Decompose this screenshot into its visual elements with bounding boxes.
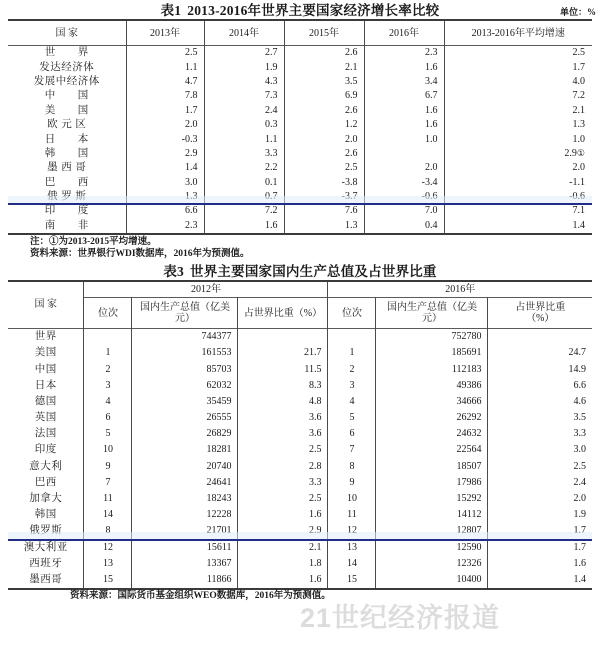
table1-cell-country: 中 国 xyxy=(8,89,126,103)
table3-col-gdp-2016-line1: 国内生产总值（亿美 xyxy=(386,302,477,314)
table1-cell-2015: 1.2 xyxy=(284,118,364,132)
table3-cell-gdp-2012: 161553 xyxy=(132,345,238,361)
table1-cell-country: 发达经济体 xyxy=(8,60,126,74)
table1-cell-2014: 7.2 xyxy=(204,204,284,218)
table1-cell-2015: 2.6 xyxy=(284,147,364,161)
table1-cell-avg: 1.3 xyxy=(444,118,592,132)
table3-cell-rank-2012: 14 xyxy=(84,507,132,523)
table3-cell-gdp-2016: 24632 xyxy=(376,426,488,442)
table1-cell-2014: 4.3 xyxy=(204,75,284,89)
table3-cell-country: 西班牙 xyxy=(8,556,84,572)
table3-cell-share-2012: 3.6 xyxy=(238,410,328,426)
table1-row[interactable] xyxy=(8,204,592,218)
table1-cell-2013: 2.9 xyxy=(126,147,204,161)
table1-cell-2016: 7.0 xyxy=(364,204,444,218)
table3-row[interactable] xyxy=(8,410,592,426)
table3-cell-rank-2012: 12 xyxy=(84,540,132,556)
table1-cell-country: 墨 西 哥 xyxy=(8,161,126,175)
table3-cell-gdp-2016: 10400 xyxy=(376,572,488,589)
table1-cell-2016: 3.4 xyxy=(364,75,444,89)
table3-cell-share-2012: 2.5 xyxy=(238,491,328,507)
table3-number: 表3 xyxy=(163,264,185,280)
table3-cell-share-2012: 2.8 xyxy=(238,459,328,475)
table1-cell-avg: 2.1 xyxy=(444,104,592,118)
table1-cell-avg: 2.5 xyxy=(444,46,592,61)
table1-cell-2013: 4.7 xyxy=(126,75,204,89)
table1-cell-2015: 2.6 xyxy=(284,104,364,118)
table3-cell-share-2016: 4.6 xyxy=(488,394,592,410)
table3-row[interactable] xyxy=(8,556,592,572)
table3-col-gdp-2012-line2: 元） xyxy=(174,313,195,325)
table1-cell-2013: 2.3 xyxy=(126,219,204,234)
table3-col-share-2016 xyxy=(488,298,592,329)
table3-cell-share-2012: 21.7 xyxy=(238,345,328,361)
table1-row[interactable] xyxy=(8,89,592,103)
table1-cell-2013: 1.4 xyxy=(126,161,204,175)
table1-cell-2016: 2.0 xyxy=(364,161,444,175)
table3-cell-gdp-2012: 744377 xyxy=(132,329,238,346)
table1-row[interactable] xyxy=(8,161,592,175)
table1-cell-country: 欧 元 区 xyxy=(8,118,126,132)
table3-cell-gdp-2016: 12590 xyxy=(376,540,488,556)
table3-cell-rank-2012: 9 xyxy=(84,459,132,475)
table3-row[interactable] xyxy=(8,378,592,394)
table3-row[interactable] xyxy=(8,459,592,475)
table3-cell-country: 澳大利亚 xyxy=(8,540,84,556)
table1-row[interactable] xyxy=(8,60,592,74)
table3-cell-country: 德国 xyxy=(8,394,84,410)
table3-row[interactable] xyxy=(8,394,592,410)
table3-col-gdp-2012-line1: 国内生产总值（亿美 xyxy=(139,302,230,314)
table1-cell-2014: 0.3 xyxy=(204,118,284,132)
table3-cell-share-2016: 3.3 xyxy=(488,426,592,442)
table3-cell-rank-2016: 1 xyxy=(328,345,376,361)
table3-cell-rank-2012: 7 xyxy=(84,475,132,491)
table3-cell-gdp-2012: 35459 xyxy=(132,394,238,410)
table3-cell-rank-2016: 7 xyxy=(328,442,376,458)
table3-row[interactable] xyxy=(8,329,592,346)
table1-col-2013: 2013年 xyxy=(126,20,204,46)
table3-cell-country: 法国 xyxy=(8,426,84,442)
table1-cell-2015: 7.6 xyxy=(284,204,364,218)
table1-cell-country: 美 国 xyxy=(8,104,126,118)
table3-cell-rank-2012: 11 xyxy=(84,491,132,507)
table3-cell-share-2016 xyxy=(488,329,592,346)
table1-cell-2013: 6.6 xyxy=(126,204,204,218)
table1-cell-country: 世 界 xyxy=(8,46,126,61)
table3-sub-header-row xyxy=(8,298,592,329)
table1-title xyxy=(161,3,440,19)
table1-cell-avg: 1.0 xyxy=(444,132,592,146)
table1-row[interactable] xyxy=(8,132,592,146)
table3-cell-rank-2012: 1 xyxy=(84,345,132,361)
table3-group-header-row xyxy=(8,281,592,298)
table1-row[interactable] xyxy=(8,219,592,234)
table3-cell-share-2016: 24.7 xyxy=(488,345,592,361)
table3-cell-share-2016: 3.0 xyxy=(488,442,592,458)
watermark: 21世纪经济报道 xyxy=(300,603,501,633)
table1-body xyxy=(8,46,592,235)
table3 xyxy=(8,280,592,590)
table3-col-share-2016-line2: （%） xyxy=(526,313,555,325)
table1-col-2015: 2015年 xyxy=(284,20,364,46)
table3-cell-rank-2016: 4 xyxy=(328,394,376,410)
table3-cell-gdp-2016: 112183 xyxy=(376,361,488,377)
table1-col-avg: 2013-2016年平均增速 xyxy=(444,20,592,46)
table1-note-2: 资料来源：世界银行WDI数据库，2016年为预测值。 xyxy=(30,249,250,260)
table3-cell-share-2016: 2.4 xyxy=(488,475,592,491)
table1-cell-2014: 1.6 xyxy=(204,219,284,234)
table3-row[interactable] xyxy=(8,442,592,458)
table3-cell-gdp-2016: 26292 xyxy=(376,410,488,426)
table3-cell-share-2016: 6.6 xyxy=(488,378,592,394)
table1-notes xyxy=(8,235,592,260)
table1-row[interactable] xyxy=(8,147,592,161)
table3-cell-gdp-2016: 15292 xyxy=(376,491,488,507)
table3-cell-gdp-2012: 11866 xyxy=(132,572,238,589)
table1-cell-country: 巴 西 xyxy=(8,176,126,190)
table1-cell-2013: 1.7 xyxy=(126,104,204,118)
table3-cell-rank-2012: 5 xyxy=(84,426,132,442)
table1-cell-country: 印 度 xyxy=(8,204,126,218)
table3-row[interactable] xyxy=(8,361,592,377)
table3-body xyxy=(8,329,592,590)
table3-col-rank-2016: 位次 xyxy=(328,298,376,329)
table1-cell-avg: 1.4 xyxy=(444,219,592,234)
table3-cell-share-2012: 8.3 xyxy=(238,378,328,394)
table3-cell-share-2016: 3.5 xyxy=(488,410,592,426)
table1-col-2016: 2016年 xyxy=(364,20,444,46)
table3-cell-gdp-2012: 12228 xyxy=(132,507,238,523)
table1-cell-2015: -3.8 xyxy=(284,176,364,190)
selection-line xyxy=(8,203,592,205)
table1-row[interactable] xyxy=(8,46,592,61)
table3-cell-share-2012: 1.6 xyxy=(238,572,328,589)
table3-cell-share-2016: 1.4 xyxy=(488,572,592,589)
table1-cell-2013: 2.0 xyxy=(126,118,204,132)
table3-cell-gdp-2016: 14112 xyxy=(376,507,488,523)
table3-cell-country: 印度 xyxy=(8,442,84,458)
table3-cell-country: 墨西哥 xyxy=(8,572,84,589)
table1-cell-country: 南 非 xyxy=(8,219,126,234)
table1-row[interactable] xyxy=(8,75,592,89)
table3-cell-rank-2016: 2 xyxy=(328,361,376,377)
table3-cell-gdp-2016: 12326 xyxy=(376,556,488,572)
table3-cell-country: 英国 xyxy=(8,410,84,426)
table1-cell-2016: 6.7 xyxy=(364,89,444,103)
table1-col-2014: 2014年 xyxy=(204,20,284,46)
table3-row[interactable] xyxy=(8,491,592,507)
table3-cell-rank-2012: 6 xyxy=(84,410,132,426)
table1-unit-label: 单位：% xyxy=(559,7,596,17)
table1-cell-avg: 7.2 xyxy=(444,89,592,103)
table1-cell-avg: -1.1 xyxy=(444,176,592,190)
table1-title-row xyxy=(0,0,600,19)
table1-cell-2013: 3.0 xyxy=(126,176,204,190)
table1-cell-2016: 0.4 xyxy=(364,219,444,234)
table3-col-share-2016-line1: 占世界比重 xyxy=(515,302,566,314)
table3-cell-gdp-2012: 26829 xyxy=(132,426,238,442)
table3-cell-rank-2012: 13 xyxy=(84,556,132,572)
table1-cell-2016: 1.6 xyxy=(364,104,444,118)
table1-cell-2013: 7.8 xyxy=(126,89,204,103)
table3-cell-country: 世界 xyxy=(8,329,84,346)
table3-title-row xyxy=(0,260,600,280)
table1-cell-2015: 2.5 xyxy=(284,161,364,175)
table1-cell-2014: 0.1 xyxy=(204,176,284,190)
table1-col-country: 国 家 xyxy=(8,20,126,46)
table3-cell-rank-2016: 11 xyxy=(328,507,376,523)
table3-cell-rank-2016: 3 xyxy=(328,378,376,394)
table3-col-gdp-2016 xyxy=(376,298,488,329)
table3-title xyxy=(163,264,436,280)
table3-row[interactable] xyxy=(8,345,592,361)
table1-number: 表1 xyxy=(160,3,182,18)
table1-cell-2015: 2.1 xyxy=(284,60,364,74)
table3-title-text: 世界主要国家国内生产总值及占世界比重 xyxy=(190,264,437,280)
table1-cell-country: 日 本 xyxy=(8,132,126,146)
table3-cell-share-2012: 3.3 xyxy=(238,475,328,491)
table3-cell-gdp-2012: 62032 xyxy=(132,378,238,394)
table3-cell-rank-2016: 5 xyxy=(328,410,376,426)
table1-cell-2013: 1.1 xyxy=(126,60,204,74)
table3-cell-share-2016: 14.9 xyxy=(488,361,592,377)
table1-cell-2014: 7.3 xyxy=(204,89,284,103)
table3-cell-country: 意大利 xyxy=(8,459,84,475)
table3-cell-share-2012: 2.1 xyxy=(238,540,328,556)
table1-cell-2016: 1.6 xyxy=(364,60,444,74)
table1-title-text: 2013-2016年世界主要国家经济增长率比较 xyxy=(187,3,440,18)
table3-cell-country: 美国 xyxy=(8,345,84,361)
table3-cell-rank-2016: 10 xyxy=(328,491,376,507)
table1-cell-avg: 2.0 xyxy=(444,161,592,175)
table3-cell-gdp-2012: 24641 xyxy=(132,475,238,491)
table3-cell-share-2012: 1.8 xyxy=(238,556,328,572)
table3-cell-share-2016: 1.7 xyxy=(488,540,592,556)
table3-group-2016: 2016年 xyxy=(328,281,592,298)
table1-cell-2015: 6.9 xyxy=(284,89,364,103)
table3-source: 资料来源：国际货币基金组织WEO数据库，2016年为预测值。 xyxy=(70,591,331,602)
table1-cell-avg: 1.7 xyxy=(444,60,592,74)
table1-cell-country: 发展中经济体 xyxy=(8,75,126,89)
table3-cell-rank-2012: 15 xyxy=(84,572,132,589)
table3-col-gdp-2012 xyxy=(132,298,238,329)
table3-group-2012: 2012年 xyxy=(84,281,328,298)
table1-cell-2016: 2.3 xyxy=(364,46,444,61)
table3-cell-gdp-2016: 49386 xyxy=(376,378,488,394)
table3-cell-gdp-2016: 185691 xyxy=(376,345,488,361)
table3-cell-gdp-2016: 34666 xyxy=(376,394,488,410)
table3-cell-share-2012: 2.5 xyxy=(238,442,328,458)
table3-cell-share-2016: 2.0 xyxy=(488,491,592,507)
table3-col-rank-2012: 位次 xyxy=(84,298,132,329)
table1-cell-2015: 2.6 xyxy=(284,46,364,61)
table3-cell-rank-2012 xyxy=(84,329,132,346)
table3-cell-country: 加拿大 xyxy=(8,491,84,507)
table3-col-share-2012: 占世界比重（%） xyxy=(238,298,328,329)
table1-cell-avg: 2.9① xyxy=(444,147,592,161)
table3-row[interactable] xyxy=(8,475,592,491)
table1-cell-2015: 2.0 xyxy=(284,132,364,146)
table3-cell-share-2016: 1.6 xyxy=(488,556,592,572)
table3-cell-gdp-2012: 15611 xyxy=(132,540,238,556)
table1-cell-2013: -0.3 xyxy=(126,132,204,146)
table1-cell-2016: -3.4 xyxy=(364,176,444,190)
table1-note-1: 注：①为2013-2015平均增速。 xyxy=(30,237,157,248)
table3-cell-gdp-2012: 18243 xyxy=(132,491,238,507)
table3-row[interactable] xyxy=(8,572,592,589)
table3-cell-rank-2012: 3 xyxy=(84,378,132,394)
table3-cell-gdp-2016: 752780 xyxy=(376,329,488,346)
table1-cell-2014: 1.1 xyxy=(204,132,284,146)
table3-cell-country: 中国 xyxy=(8,361,84,377)
table3-cell-rank-2016 xyxy=(328,329,376,346)
table1-cell-2016 xyxy=(364,147,444,161)
table3-cell-gdp-2016: 17986 xyxy=(376,475,488,491)
table3-cell-share-2012: 4.8 xyxy=(238,394,328,410)
table1-row[interactable] xyxy=(8,104,592,118)
table3-cell-share-2016: 1.9 xyxy=(488,507,592,523)
table3-cell-gdp-2016: 18507 xyxy=(376,459,488,475)
table1-row[interactable] xyxy=(8,176,592,190)
table3-cell-share-2012 xyxy=(238,329,328,346)
table3-cell-rank-2016: 13 xyxy=(328,540,376,556)
table1-row[interactable] xyxy=(8,118,592,132)
table3-cell-rank-2012: 2 xyxy=(84,361,132,377)
table3-col-gdp-2016-line2: 元） xyxy=(421,313,442,325)
table1-cell-country: 韩 国 xyxy=(8,147,126,161)
table1-cell-2014: 3.3 xyxy=(204,147,284,161)
table1-cell-2013: 2.5 xyxy=(126,46,204,61)
table3-cell-country: 巴西 xyxy=(8,475,84,491)
table3-cell-country: 日本 xyxy=(8,378,84,394)
table3-cell-share-2016: 2.5 xyxy=(488,459,592,475)
table1-cell-2014: 1.9 xyxy=(204,60,284,74)
table3-cell-rank-2016: 8 xyxy=(328,459,376,475)
selection-line xyxy=(8,539,592,541)
table3-cell-rank-2016: 14 xyxy=(328,556,376,572)
table3-cell-rank-2012: 10 xyxy=(84,442,132,458)
table1-cell-avg: 4.0 xyxy=(444,75,592,89)
table3-cell-rank-2016: 9 xyxy=(328,475,376,491)
table1-cell-2016: 1.6 xyxy=(364,118,444,132)
table3-cell-country: 韩国 xyxy=(8,507,84,523)
table3-cell-share-2012: 11.5 xyxy=(238,361,328,377)
table3-cell-gdp-2012: 85703 xyxy=(132,361,238,377)
table1-header-row xyxy=(8,20,592,46)
table3-cell-gdp-2012: 13367 xyxy=(132,556,238,572)
table1-cell-2014: 2.2 xyxy=(204,161,284,175)
table1-cell-avg: 7.1 xyxy=(444,204,592,218)
table1-cell-2014: 2.4 xyxy=(204,104,284,118)
table3-cell-gdp-2012: 26555 xyxy=(132,410,238,426)
table3-cell-gdp-2016: 22564 xyxy=(376,442,488,458)
table1-cell-2016: 1.0 xyxy=(364,132,444,146)
table3-cell-share-2012: 3.6 xyxy=(238,426,328,442)
table3-row[interactable] xyxy=(8,426,592,442)
table3-cell-rank-2016: 15 xyxy=(328,572,376,589)
table3-cell-rank-2012: 4 xyxy=(84,394,132,410)
table1-cell-2014: 2.7 xyxy=(204,46,284,61)
table3-cell-share-2012: 1.6 xyxy=(238,507,328,523)
table3-col-country: 国 家 xyxy=(8,281,84,329)
table1-cell-2015: 3.5 xyxy=(284,75,364,89)
table1-cell-2015: 1.3 xyxy=(284,219,364,234)
table3-cell-gdp-2012: 20740 xyxy=(132,459,238,475)
table3-cell-gdp-2012: 18281 xyxy=(132,442,238,458)
table3-row[interactable] xyxy=(8,507,592,523)
table3-row[interactable] xyxy=(8,540,592,556)
table3-cell-rank-2016: 6 xyxy=(328,426,376,442)
